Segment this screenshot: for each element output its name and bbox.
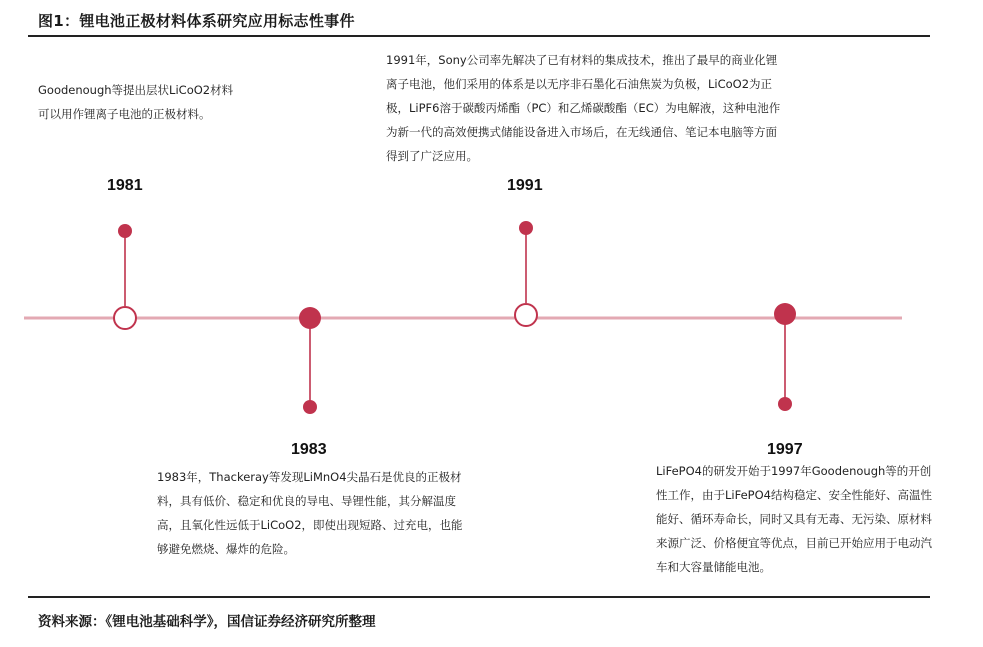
- bottom-rule: [28, 596, 930, 598]
- text-line: LiFePO4的研发开始于1997年Goodenough等的开创: [656, 464, 932, 478]
- text-line: 1983年，Thackeray等发现LiMnO4尖晶石是优良的正极材: [157, 470, 462, 484]
- text-line: 能好、循环寿命长，同时又具有无毒、无污染、原材料: [656, 512, 932, 526]
- year-label-1991: 1991: [507, 177, 543, 194]
- text-line: 性工作，由于LiFePO4结构稳定、安全性能好、高温性: [656, 488, 932, 502]
- text-line: 料，具有低价、稳定和优良的导电、导锂性能，其分解温度: [157, 494, 456, 508]
- year-label-1981: 1981: [107, 177, 143, 194]
- text-line: 1991年，Sony公司率先解决了已有材料的集成技术，推出了最早的商业化锂: [386, 53, 778, 67]
- text-line: 可以用作锂离子电池的正极材料。: [38, 107, 211, 121]
- text-line: 为新一代的高效便携式储能设备进入市场后，在无线通信、笔记本电脑等方面: [386, 125, 777, 139]
- endpoint-dot-1991: [519, 221, 533, 235]
- text-line: 高，且氧化性远低于LiCoO2，即使出现短路、过充电，也能: [157, 518, 463, 532]
- year-label-1983: 1983: [291, 441, 327, 458]
- text-line: Goodenough等提出层状LiCoO2材料: [38, 83, 234, 97]
- endpoint-dot-1983: [303, 400, 317, 414]
- source-note: 资料来源：《锂电池基础科学》，国信证券经济研究所整理: [38, 614, 376, 630]
- text-line: 极，LiPF6溶于碳酸丙烯酯（PC）和乙烯碳酸酯（EC）为电解液，这种电池作: [386, 101, 781, 115]
- timeline-node-1991: [515, 304, 537, 326]
- timeline-node-1981: [114, 307, 136, 329]
- text-line: 来源广泛、价格便宜等优点，目前已开始应用于电动汽: [656, 536, 932, 550]
- timeline-node-1997: [774, 303, 796, 325]
- text-line: 车和大容量储能电池。: [656, 560, 771, 574]
- year-label-1997: 1997: [767, 441, 803, 458]
- text-line: 得到了广泛应用。: [386, 149, 478, 163]
- text-line: 离子电池，他们采用的体系是以无序非石墨化石油焦炭为负极，LiCoO2为正: [386, 77, 773, 91]
- text-line: 够避免燃烧、爆炸的危险。: [157, 542, 295, 556]
- endpoint-dot-1981: [118, 224, 132, 238]
- timeline-node-1983: [299, 307, 321, 329]
- endpoint-dot-1997: [778, 397, 792, 411]
- figure-title: 图1：锂电池正极材料体系研究应用标志性事件: [38, 12, 355, 30]
